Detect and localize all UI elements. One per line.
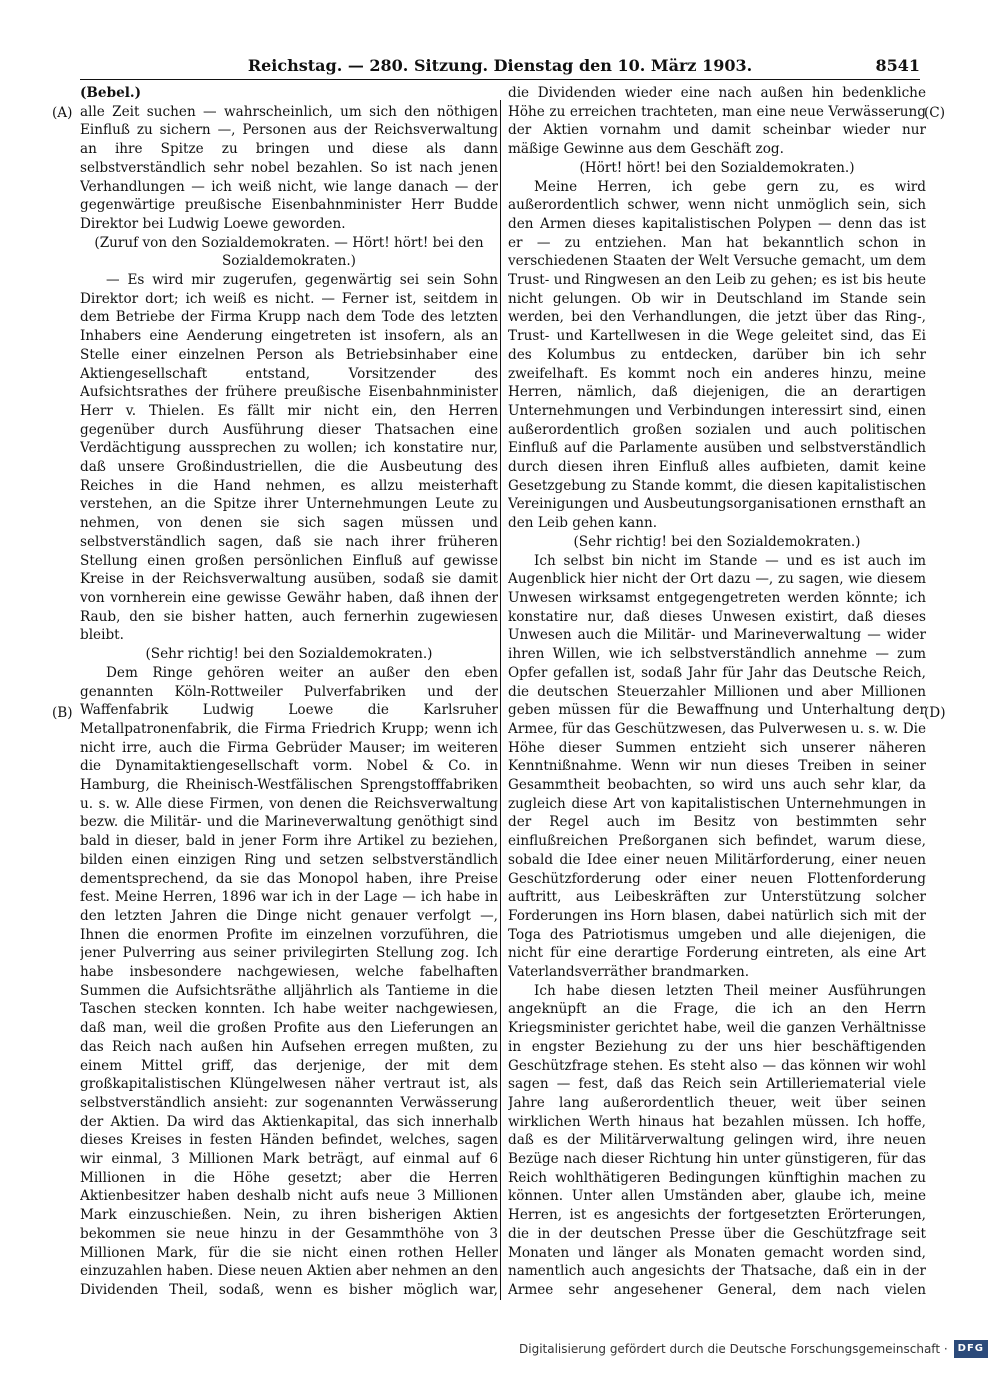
speaker-label: (Bebel.)	[80, 85, 142, 101]
running-title: Reichstag. — 280. Sitzung. Dienstag den 10. März 1903.	[247, 56, 753, 75]
credit-text: Digitalisierung gefördert durch die Deutsche Forschungsgemeinschaft ·	[519, 1342, 948, 1356]
column-divider	[500, 100, 501, 1300]
margin-marker-a: (A)	[52, 105, 73, 121]
interjection: (Sehr richtig! bei den Sozialdemokraten.)	[145, 646, 433, 663]
paragraph: die Dividenden wieder eine nach außen hin bedenkliche Höhe zu erreichen trachteten, man eine neue Verwässerung der Aktien vornahm und damit scheinbar wieder nur mäßige Gewinne aus dem Geschäft zog.	[508, 85, 926, 158]
header-rule	[80, 79, 920, 80]
margin-marker-d: (D)	[924, 705, 946, 721]
right-column	[508, 84, 926, 1299]
left-column	[80, 84, 498, 1299]
paragraph: — Es wird mir zugerufen, gegenwärtig sei sein Sohn Direktor dort; ich weiß es nicht. — Ferner ist, seitdem in dem Betriebe der Firma Krupp nach dem Tode des letzten Inhabers eine Aenderung eingetreten ist insofern, als an Stelle einer einzelnen Person als Betriebsinhaber eine Aktiengesellschaft entstand, Vorsitzender des Aufsichtsrathes der frühere preußische Eisenbahnminister Herr v. Thielen. Es fällt mir nicht ein, den Herren gegenüber durch Ausführung dieser Thatsachen eine Verdächtigung aussprechen zu wollen; ich konstatire nur, daß unsere Großindustriellen, die die Ausbeutung des Reiches in die Hand nehmen, es allzu meisterhaft verstehen, an die Spitze ihrer Unternehmungen Leute zu nehmen, von denen sie sich sagen müssen und selbstverständlich sagen, daß sie nach ihrer früheren Stellung einen großen persönlichen Einfluß auf gewisse Kreise in der Reichsverwaltung ausüben, sodaß sie damit von vornherein eine gewisse Gewähr haben, daß ihnen der Raub, den sie bisher hatten, auch fernerhin zugewiesen bleibt.	[80, 272, 498, 644]
interjection: (Sehr richtig! bei den Sozialdemokraten.)	[573, 533, 861, 550]
paragraph: Ich habe diesen letzten Theil meiner Ausführungen angeknüpft an die Frage, die ich an den Herrn Kriegsminister gerichtet habe, weil die ganzen Verhältnisse in engster Beziehung zu der uns hier beschäftigenden Geschützfrage stehen. Es steht also — das können wir wohl sagen — fest, daß das Reich sein Artilleriematerial viele Jahre lang außerordentlich theuer, weit über seinen wirklichen Werth hinaus hat bezahlen müssen. Ich hoffe, daß es der Militärverwaltung gelingen wird, ihre neuen Bezüge nach dieser Richtung hin unter günstigeren, für das Reich wohlthätigeren Bedingungen künftighin machen zu können. Unter allen Umständen aber, glaube ich, meine Herren, ist es angesichts der fortgesetzten Erörterungen, die in der deutschen Presse über die Geschützfrage seit Monaten und länger als Monaten gemacht worden sind, namentlich auch angesichts der Thatsache, daß ein in der Armee sehr angesehener General, dem nach vielen	[508, 982, 926, 1298]
interjection: (Hört! hört! bei den Sozialdemokraten.)	[579, 159, 855, 176]
digitization-credit	[519, 1340, 988, 1358]
paragraph: alle Zeit suchen — wahrscheinlich, um sich den nöthigen Einfluß zu sichern —, Personen aus der Reichsverwaltung an ihre Spitze zu bringen und diese als dann selbstverständlich sehr nobel bezahlen. So ist nach jenen Verhandlungen — ich weiß nicht, wie lange danach — der gegenwärtige preußische Eisenbahnminister Herr Budde Direktor bei Ludwig Loewe geworden.	[80, 103, 498, 232]
dfg-logo-icon: DFG	[954, 1340, 988, 1358]
paragraph: Ich selbst bin nicht im Stande — und es ist auch im Augenblick hier nicht der Ort dazu —, zu sagen, wie diesem Unwesen wirksamst entgegengetreten werden könnte; ich konstatire nur, daß dieses Unwesen existirt, daß dieses Unwesen auch die Militär- und Marineverwaltung — wider ihren Willen, wie ich selbstverständlich annehme — zum Opfer gefallen ist, sodaß Jahr für Jahr das Deutsche Reich, die deutschen Steuerzahler Millionen und aber Millionen geben müssen für die Bewaffnung und Unterhaltung der Armee, für das Geschützwesen, das Pulverwesen u. s. w. Die Höhe dieser Summen entzieht sich unserer näheren Kenntnißnahme. Wenn wir nun dieses Treiben in seiner Gesammtheit beobachten, so wird uns auch sehr klar, da zugleich diese Art von kapitalistischen Unternehmungen in der Regel auch im Besitz von bestimmten sehr einflußreichen Preßorganen sich befindet, warum diese, sobald die Idee einer neuen Militärforderung, einer neuen Geschützforderung oder einer neuen Flottenforderung auftritt, aus Leibeskräften zur Unterstützung solcher Forderungen ins Horn blasen, dabei natürlich sich mit der Toga des Patriotismus umgeben und alle diejenigen, die nicht für eine derartige Forderung eintreten, als eine Art Vaterlandsverräther brandmarken.	[508, 552, 926, 981]
page-header	[80, 56, 920, 80]
paragraph: Meine Herren, ich gebe gern zu, es wird außerordentlich schwer, wenn nicht unmöglich sein, sich den Armen dieses kapitalistischen Polypen — denn das ist er — zu entziehen. Man hat bekanntlich schon in verschiedenen Staaten der Welt Versuche gemacht, um dem Trust- und Ringwesen an den Leib zu gehen; es ist bis heute nicht gelungen. Ob wir in Deutschland im Stande sein werden, bei den Verhandlungen, die jetzt über das Ring-, Trust- und Kartellwesen in die Wege geleitet sind, das Ei des Kolumbus zu entdecken, darüber bin ich sehr zweifelhaft. Es kommt noch ein anderes hinzu, meine Herren, nämlich, daß diejenigen, die an derartigen Unternehmungen und Verbindungen interessirt sind, einen außerordentlich großen sozialen und auch politischen Einfluß auf die Parlamente ausüben und selbstverständlich durch diesen ihren Einfluß alles aufbieten, damit keine Gesetzgebung zu Stande kommt, die diesen kapitalistischen Vereinigungen und Ausbeutungsorganisationen ernsthaft an den Leib gehen kann.	[508, 178, 926, 532]
margin-marker-c: (C)	[924, 105, 946, 121]
page-number: 8541	[875, 56, 920, 75]
paragraph: Dem Ringe gehören weiter an außer den eben genannten Köln-Rottweiler Pulverfabriken und der Waffenfabrik Ludwig Loewe die Karlsruher Metallpatronenfabrik, die Firma Friedrich Krupp; wenn ich nicht irre, auch die Firma Gebrüder Mauser; im weiteren die Dynamitaktiengesellschaft vorm. Nobel & Co. in Hamburg, die Rheinisch-Westfälischen Sprengstofffabriken u. s. w. Alle diese Firmen, von denen die Reichsverwaltung bezw. die Militär- und die Marineverwaltung genöthigt sind bald in dieser, bald in jener Form ihre Artikel zu beziehen, bilden einen einzigen Ring und setzen selbstverständlich dementsprechend, da sie das Monopol haben, ihre Preise fest. Meine Herren, 1896 war ich in der Lage — ich habe in den letzten Jahren die Dinge nicht genauer verfolgt —, Ihnen die enormen Profite im einzelnen vorzuführen, die jener Pulverring aus seiner privilegirten Stellung zog. Ich habe insbesondere nachgewiesen, welche fabelhaften Summen die Aufsichtsräthe alljährlich als Tantieme in die Taschen stecken konnten. Ich habe weiter nachgewiesen, daß man, weil die großen Profite aus den Lieferungen an das Reich nach außen hin Aufsehen erregen mußten, zu einem Mittel griff, das derjenige, der mit dem großkapitalistischen Klüngelwesen näher vertraut ist, als selbstverständlich ansieht: zur sogenannten Verwässerung der Aktien. Da wird das Aktienkapital, das sich innerhalb dieses Kreises in festen Händen befindet, welches, sagen wir einmal, 3 Millionen Mark beträgt, auf einmal auf 6 Millionen in die Höhe gesetzt; aber die Herren Aktienbesitzer haben deshalb nicht aufs neue 3 Millionen Mark einzuschießen. Nein, zu ihren bisherigen Aktien bekommen sie neue hinzu in der Gesammthöhe von 3 Millionen Mark, für die sie nicht einen rothen Heller einzuzahlen haben. Diese neuen Aktien aber nehmen an den Dividenden Theil, sodaß, wenn es bisher möglich war,	[80, 664, 498, 1298]
interjection: (Zuruf von den Sozialdemokraten. — Hört! hört! bei den Sozialdemokraten.)	[94, 234, 484, 270]
margin-marker-b: (B)	[52, 705, 73, 721]
